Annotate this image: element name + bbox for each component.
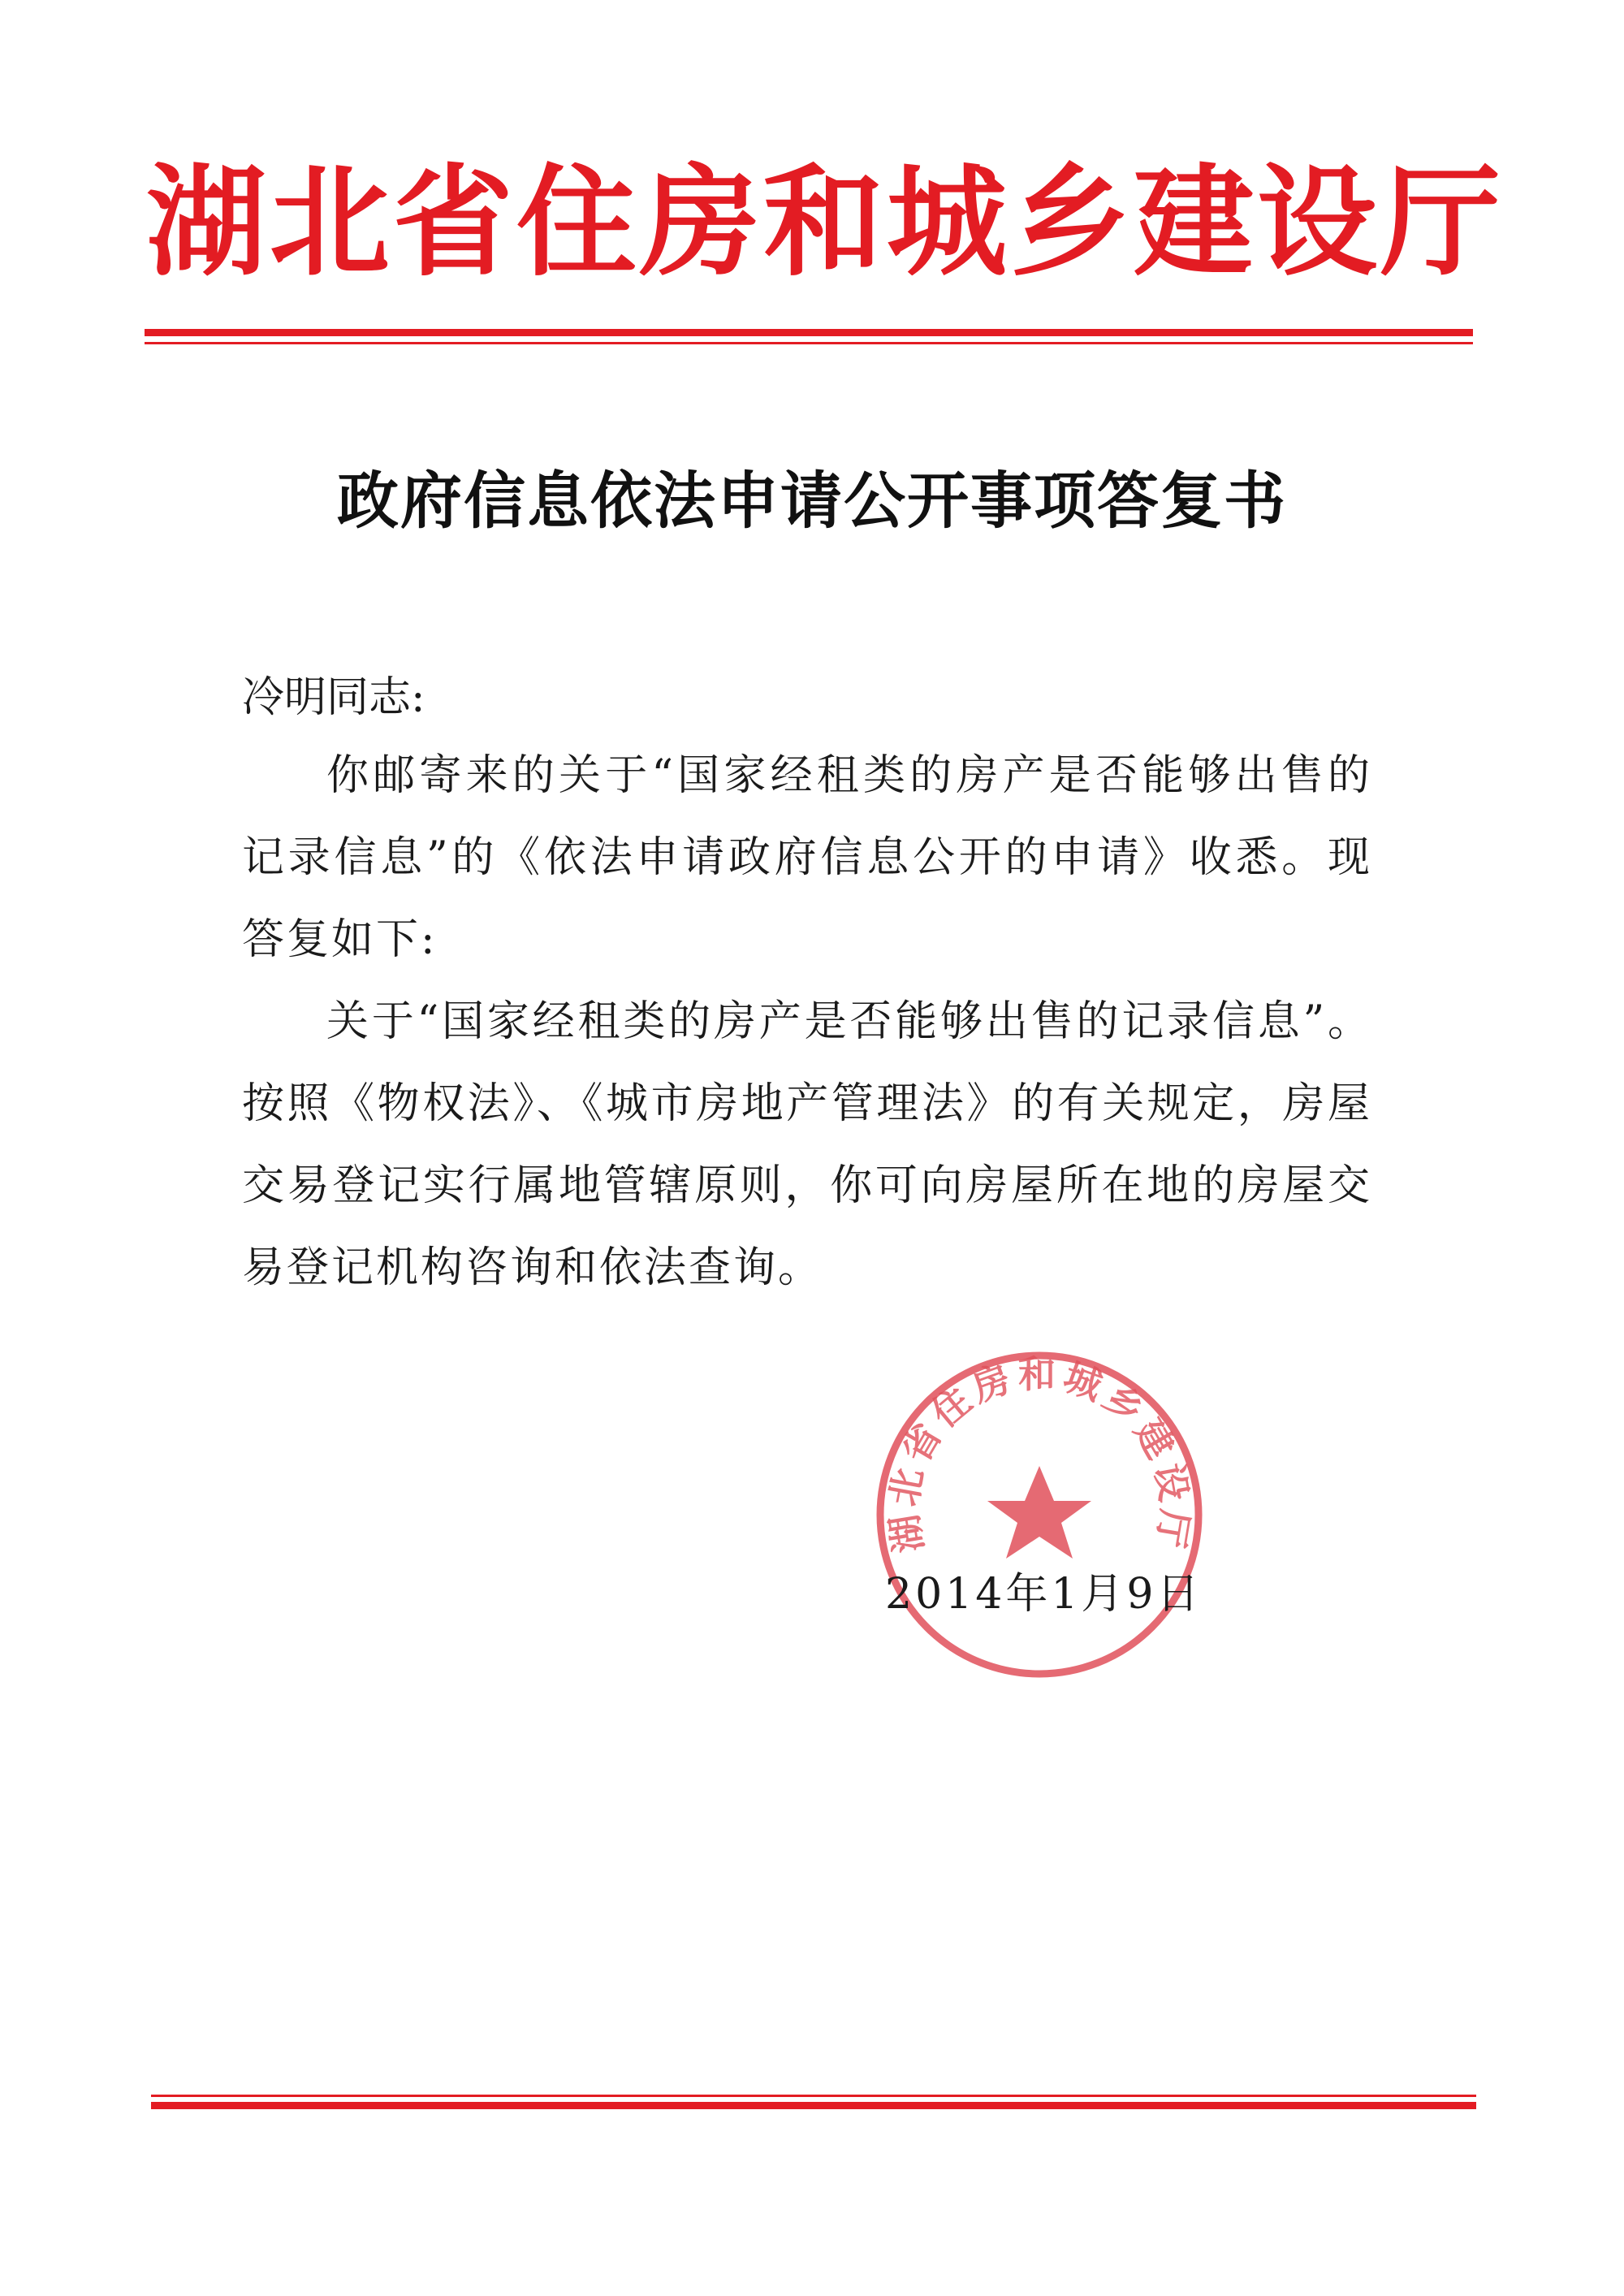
body-paragraph-2: 关于“国家经租类的房产是否能够出售的记录信息”。按照《物权法》、《城市房地产管理法》的有关规定，房屋交易登记实行属地管辖原则，你可向房屋所在地的房屋交易登记机构咨询和依法查询。 — [242, 997, 1372, 1292]
letterhead-rule-thick — [145, 329, 1473, 336]
document-title: 政府信息依法申请公开事项答复书 — [337, 465, 1287, 537]
official-seal — [869, 1344, 1210, 1685]
footer-rule-thin — [151, 2095, 1476, 2097]
body-paragraph-1: 你邮寄来的关于“国家经租类的房产是否能够出售的记录信息”的《依法申请政府信息公开的申请》收悉。现答复如下: — [242, 751, 1372, 964]
footer-rule-thick — [151, 2102, 1476, 2109]
document-date: 2014年1月9日 — [885, 1570, 1203, 1619]
star-icon — [987, 1466, 1091, 1559]
salutation: 冷明同志: — [242, 673, 425, 722]
letterhead-title: 湖北省住房和城乡建设厅 — [146, 153, 1504, 292]
seal-text: 湖北省住房和城乡建设厅 — [881, 1352, 1198, 1556]
document-body — [242, 735, 1372, 1309]
letterhead-rule-thin — [145, 342, 1473, 344]
